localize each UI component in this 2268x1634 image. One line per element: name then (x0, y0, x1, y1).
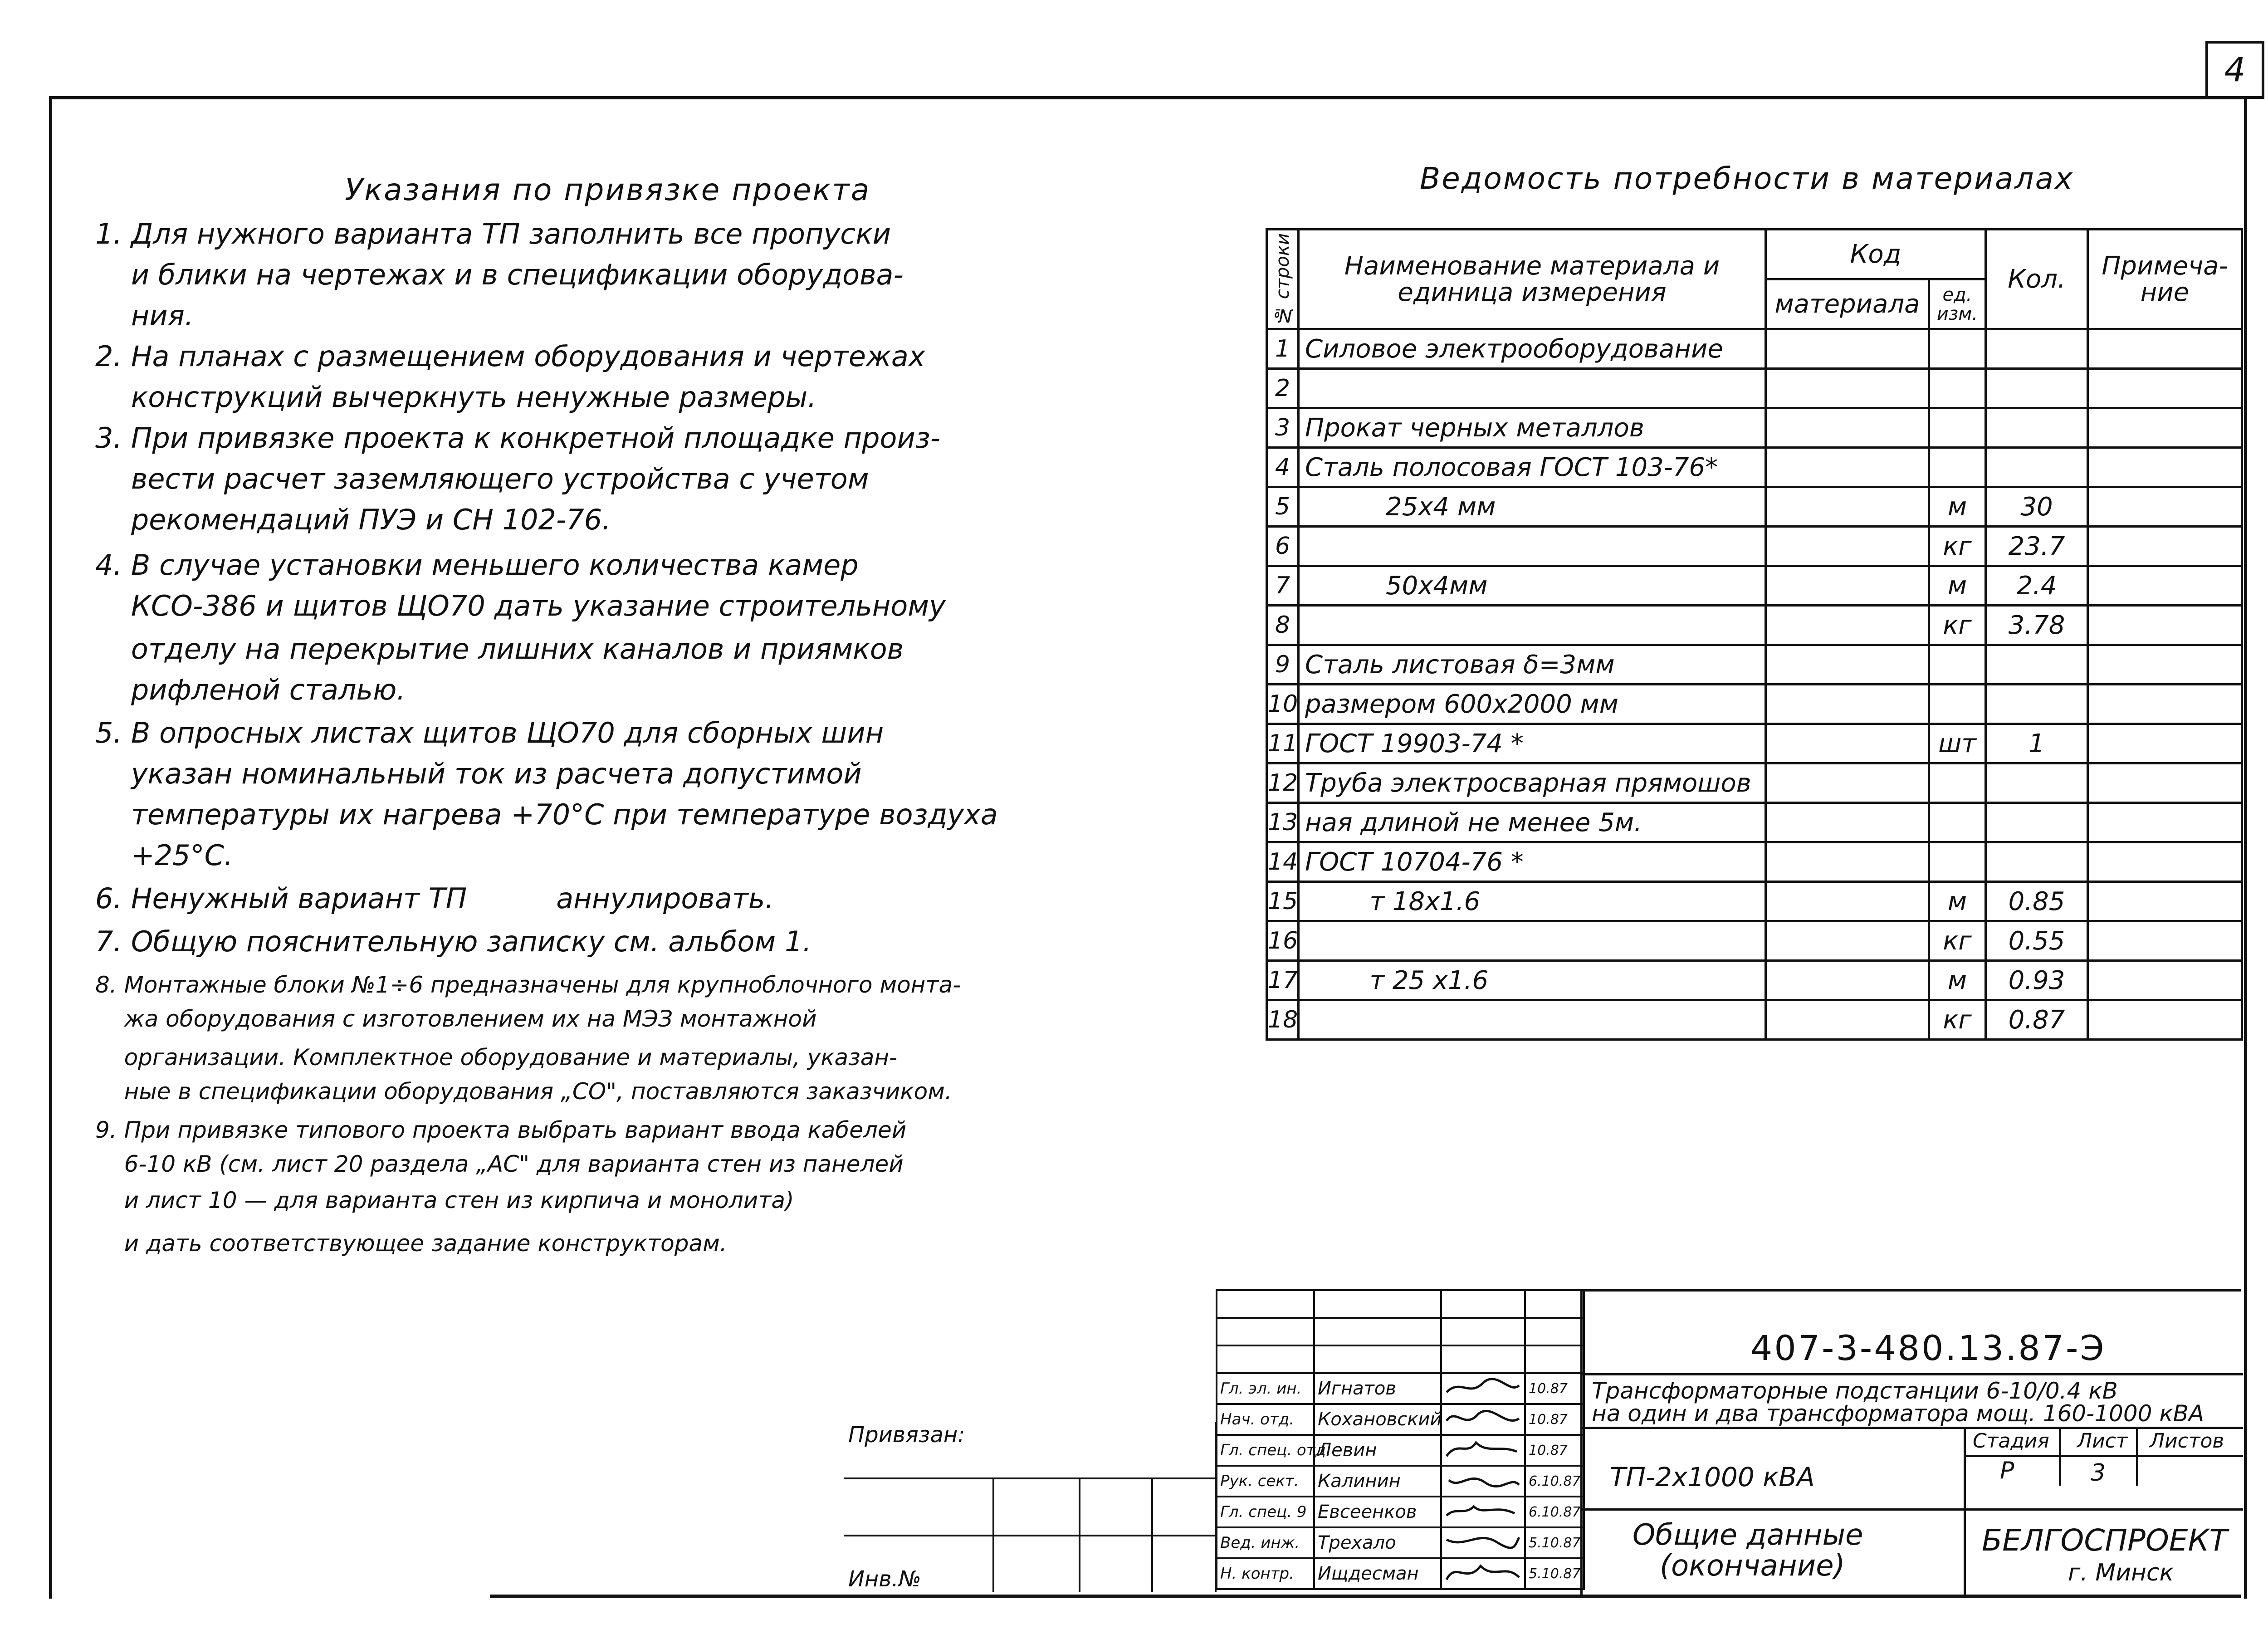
row-number: 16 (1267, 921, 1299, 961)
material-name: ГОСТ 19903-74 * (1299, 724, 1766, 763)
material-code (1766, 606, 1929, 645)
material-code (1766, 724, 1929, 763)
material-name: т 18х1.6 (1299, 882, 1766, 921)
signatory-role: Рук. сект. (1217, 1466, 1314, 1497)
material-row (1267, 921, 2242, 961)
material-name (1299, 606, 1766, 645)
signature-date: 6.10.87 (1525, 1466, 1584, 1497)
signature-mark (1442, 1374, 1524, 1399)
material-row (1267, 566, 2242, 606)
material-code (1766, 961, 1929, 1000)
project-title-line2: на один и два трансформатора мощ. 160-1000 кВА (1592, 1400, 2204, 1427)
header-name: Наименование материала и единица измерения (1299, 230, 1766, 329)
material-name: размером 600х2000 мм (1299, 685, 1766, 724)
material-row (1267, 961, 2242, 1000)
material-name: т 25 х1.6 (1299, 961, 1766, 1000)
material-name: Труба электросварная прямошов (1299, 763, 1766, 803)
row-number: 17 (1267, 961, 1299, 1000)
material-row (1267, 329, 2242, 369)
quantity (1986, 763, 2088, 803)
quantity: 0.85 (1986, 882, 2088, 921)
note (2088, 408, 2242, 448)
materials-body (1267, 329, 2242, 1040)
signatory-name: Калинин (1314, 1466, 1441, 1497)
instruction-line: температуры их нагрева +70°С при температуре воздуха (95, 798, 998, 831)
signatory-role: Гл. эл. ин. (1217, 1373, 1314, 1404)
material-code (1766, 763, 1929, 803)
quantity: 1 (1986, 724, 2088, 763)
signature-date: 5.10.87 (1525, 1558, 1584, 1589)
quantity: 0.55 (1986, 921, 2088, 961)
page-number: 4 (2205, 41, 2264, 99)
row-number: 13 (1267, 803, 1299, 842)
material-row (1267, 882, 2242, 921)
signature (1441, 1373, 1525, 1404)
signatory-name: Ищдесман (1314, 1558, 1441, 1589)
unit (1929, 329, 1986, 369)
signature-grid (1216, 1289, 1585, 1590)
signatory-row (1217, 1435, 1584, 1466)
material-name: Прокат черных металлов (1299, 408, 1766, 448)
signature-date: 6.10.87 (1525, 1497, 1584, 1527)
signature-date: 10.87 (1525, 1373, 1584, 1404)
signatory-name: Кохановский (1314, 1404, 1441, 1435)
note (2088, 527, 2242, 566)
row-number: 2 (1267, 369, 1299, 408)
signature-mark (1442, 1405, 1524, 1430)
signature (1441, 1558, 1525, 1589)
material-row (1267, 645, 2242, 685)
signatory-name: Трехало (1314, 1527, 1441, 1558)
instruction-line: 5. В опросных листах щитов ЩО70 для сборных шин (95, 716, 884, 749)
sheet-value: 3 (2091, 1459, 2106, 1487)
signature (1441, 1466, 1525, 1497)
signature-mark (1442, 1528, 1524, 1553)
instruction-line: вести расчет заземляющего устройства с учетом (95, 462, 869, 495)
instruction-line: и лист 10 — для варианта стен из кирпича и монолита) (95, 1187, 794, 1213)
quantity: 3.78 (1986, 606, 2088, 645)
header-note: Примеча-ние (2088, 230, 2242, 329)
unit (1929, 645, 1986, 685)
material-name: ГОСТ 10704-76 * (1299, 842, 1766, 882)
header-code-material: материала (1766, 279, 1929, 329)
instruction-line: жа оборудования с изготовлением их на МЭЗ монтажной (95, 1006, 817, 1032)
unit (1929, 408, 1986, 448)
header-row-no: № строки (1267, 230, 1299, 329)
instruction-line: ные в спецификации оборудования „СО", поставляются заказчиком. (95, 1078, 952, 1105)
unit: кг (1929, 1000, 1986, 1040)
signature-mark (1442, 1467, 1524, 1492)
instruction-line: 6-10 кВ (см. лист 20 раздела „АС" для варианта стен из панелей (95, 1151, 904, 1177)
material-code (1766, 448, 1929, 487)
material-code (1766, 803, 1929, 842)
instruction-line: 9. При привязке типового проекта выбрать вариант ввода кабелей (95, 1117, 907, 1143)
row-number: 9 (1267, 645, 1299, 685)
signature-mark (1442, 1436, 1524, 1461)
instructions-title: Указания по привязке проекта (345, 172, 871, 207)
material-code (1766, 527, 1929, 566)
material-name: 25х4 мм (1299, 487, 1766, 527)
material-code (1766, 329, 1929, 369)
unit: м (1929, 961, 1986, 1000)
material-row (1267, 685, 2242, 724)
signature (1441, 1527, 1525, 1558)
quantity (1986, 448, 2088, 487)
quantity: 30 (1986, 487, 2088, 527)
material-name: Сталь полосовая ГОСТ 103-76* (1299, 448, 1766, 487)
quantity (1986, 329, 2088, 369)
unit: шт (1929, 724, 1986, 763)
row-number: 5 (1267, 487, 1299, 527)
doc-code: 407-3-480.13.87-Э (1750, 1328, 2106, 1368)
header-qty: Кол. (1986, 230, 2088, 329)
row-number: 8 (1267, 606, 1299, 645)
material-name (1299, 369, 1766, 408)
signatory-role: Гл. спец. отд. (1217, 1435, 1314, 1466)
instruction-line: и блики на чертежах и в спецификации оборудова- (95, 258, 904, 291)
quantity: 0.93 (1986, 961, 2088, 1000)
signature-date: 5.10.87 (1525, 1527, 1584, 1558)
signature-mark (1442, 1497, 1524, 1522)
instruction-line: и дать соответствующее задание конструкторам. (95, 1230, 727, 1257)
instruction-line: 2. На планах с размещением оборудования и чертежах (95, 340, 925, 373)
sheet-title-line1: Общие данные (1633, 1518, 1863, 1552)
material-code (1766, 369, 1929, 408)
signatory-name: Игнатов (1314, 1373, 1441, 1404)
material-name (1299, 1000, 1766, 1040)
quantity: 23.7 (1986, 527, 2088, 566)
unit (1929, 685, 1986, 724)
material-code (1766, 566, 1929, 606)
signatory-row (1217, 1466, 1584, 1497)
project-title-line1: Трансформаторные подстанции 6-10/0.4 кВ (1592, 1378, 2118, 1404)
note (2088, 685, 2242, 724)
quantity (1986, 408, 2088, 448)
instruction-line: конструкций вычеркнуть ненужные размеры. (95, 381, 816, 414)
note (2088, 921, 2242, 961)
material-row (1267, 1000, 2242, 1040)
instruction-line: указан номинальный ток из расчета допустимой (95, 757, 862, 790)
materials-title: Ведомость потребности в материалах (1420, 161, 2074, 196)
signature (1441, 1404, 1525, 1435)
binding-table (844, 1422, 1217, 1592)
quantity (1986, 803, 2088, 842)
material-code (1766, 487, 1929, 527)
header-code-unit: ед. изм. (1929, 279, 1986, 329)
unit: кг (1929, 921, 1986, 961)
row-number: 15 (1267, 882, 1299, 921)
row-number: 11 (1267, 724, 1299, 763)
instruction-line: КСО-386 и щитов ЩО70 дать указание строительному (95, 589, 946, 622)
signatory-row (1217, 1497, 1584, 1527)
material-name: Сталь листовая δ=3мм (1299, 645, 1766, 685)
row-number: 14 (1267, 842, 1299, 882)
signatory-name: Евсеенков (1314, 1497, 1441, 1527)
materials-table (1266, 228, 2243, 1041)
quantity (1986, 645, 2088, 685)
instruction-line: рекомендаций ПУЭ и СН 102-76. (95, 503, 611, 536)
note (2088, 448, 2242, 487)
material-code (1766, 842, 1929, 882)
material-code (1766, 685, 1929, 724)
signatory-row (1217, 1373, 1584, 1404)
bound-label: Привязан: (844, 1422, 1216, 1478)
instruction-line: организации. Комплектное оборудование и материалы, указан- (95, 1044, 898, 1071)
note (2088, 803, 2242, 842)
row-number: 3 (1267, 408, 1299, 448)
note (2088, 842, 2242, 882)
material-row (1267, 842, 2242, 882)
sheets-label: Листов (2150, 1429, 2224, 1453)
unit (1929, 763, 1986, 803)
instruction-line: 7. Общую пояснительную записку см. альбом 1. (95, 925, 812, 958)
instruction-line: 3. При привязке проекта к конкретной площадке произ- (95, 421, 941, 455)
note (2088, 645, 2242, 685)
note (2088, 1000, 2242, 1040)
instruction-line: 6. Ненужный вариант ТП аннулировать. (95, 882, 774, 915)
unit: кг (1929, 527, 1986, 566)
signatory-role: Вед. инж. (1217, 1527, 1314, 1558)
quantity (1986, 842, 2088, 882)
signatory-role: Гл. спец. 9 (1217, 1497, 1314, 1527)
row-number: 12 (1267, 763, 1299, 803)
material-name: ная длиной не менее 5м. (1299, 803, 1766, 842)
unit: м (1929, 882, 1986, 921)
quantity (1986, 369, 2088, 408)
material-row (1267, 408, 2242, 448)
instruction-line: 4. В случае установки меньшего количества камер (95, 548, 859, 582)
stage-label: Стадия (1973, 1429, 2049, 1453)
quantity (1986, 685, 2088, 724)
org-name: БЕЛГОСПРОЕКТ (1982, 1523, 2228, 1558)
material-row (1267, 448, 2242, 487)
material-code (1766, 921, 1929, 961)
unit: м (1929, 487, 1986, 527)
inv-label: Инв.№ (844, 1536, 993, 1592)
row-number: 6 (1267, 527, 1299, 566)
sheet-label: Лист (2077, 1429, 2128, 1453)
variant: ТП-2х1000 кВА (1610, 1462, 1815, 1492)
header-code: Код (1766, 230, 1986, 279)
material-row (1267, 606, 2242, 645)
unit: м (1929, 566, 1986, 606)
note (2088, 724, 2242, 763)
signatory-role: Нач. отд. (1217, 1404, 1314, 1435)
row-number: 7 (1267, 566, 1299, 606)
instruction-line: ния. (95, 299, 194, 332)
material-code (1766, 882, 1929, 921)
stage-value: Р (2000, 1457, 2014, 1484)
note (2088, 961, 2242, 1000)
material-name (1299, 527, 1766, 566)
signature (1441, 1435, 1525, 1466)
material-row (1267, 369, 2242, 408)
signature-date: 10.87 (1525, 1435, 1584, 1466)
signatory-row (1217, 1527, 1584, 1558)
row-number: 1 (1267, 329, 1299, 369)
unit (1929, 369, 1986, 408)
quantity: 2.4 (1986, 566, 2088, 606)
unit: кг (1929, 606, 1986, 645)
signatory-role: Н. контр. (1217, 1558, 1314, 1589)
instruction-line: отделу на перекрытие лишних каналов и приямков (95, 632, 904, 665)
row-number: 4 (1267, 448, 1299, 487)
instruction-line: 8. Монтажные блоки №1÷6 предназначены для крупноблочного монта- (95, 972, 961, 998)
note (2088, 369, 2242, 408)
instruction-line: 1. Для нужного варианта ТП заполнить все пропуски (95, 217, 891, 250)
material-row (1267, 527, 2242, 566)
signatory-row (1217, 1558, 1584, 1589)
org-city: г. Минск (2068, 1559, 2174, 1586)
instruction-line: +25°С. (95, 839, 233, 872)
material-row (1267, 803, 2242, 842)
sheet-title-line2: (окончание) (1660, 1549, 1845, 1583)
material-name: 50х4мм (1299, 566, 1766, 606)
material-code (1766, 1000, 1929, 1040)
quantity: 0.87 (1986, 1000, 2088, 1040)
unit (1929, 448, 1986, 487)
material-row (1267, 487, 2242, 527)
material-name: Силовое электрооборудование (1299, 329, 1766, 369)
row-number: 10 (1267, 685, 1299, 724)
note (2088, 763, 2242, 803)
row-number: 18 (1267, 1000, 1299, 1040)
title-block-main (1580, 1289, 2241, 1595)
signatory-name: Левин (1314, 1435, 1441, 1466)
note (2088, 329, 2242, 369)
instruction-line: рифленой сталью. (95, 673, 406, 706)
signature-mark (1442, 1559, 1524, 1584)
note (2088, 882, 2242, 921)
material-code (1766, 408, 1929, 448)
material-code (1766, 645, 1929, 685)
note (2088, 487, 2242, 527)
signatory-row (1217, 1404, 1584, 1435)
signature (1441, 1497, 1525, 1527)
unit (1929, 803, 1986, 842)
material-row (1267, 763, 2242, 803)
note (2088, 606, 2242, 645)
signature-date: 10.87 (1525, 1404, 1584, 1435)
material-row (1267, 724, 2242, 763)
note (2088, 566, 2242, 606)
unit (1929, 842, 1986, 882)
material-name (1299, 921, 1766, 961)
